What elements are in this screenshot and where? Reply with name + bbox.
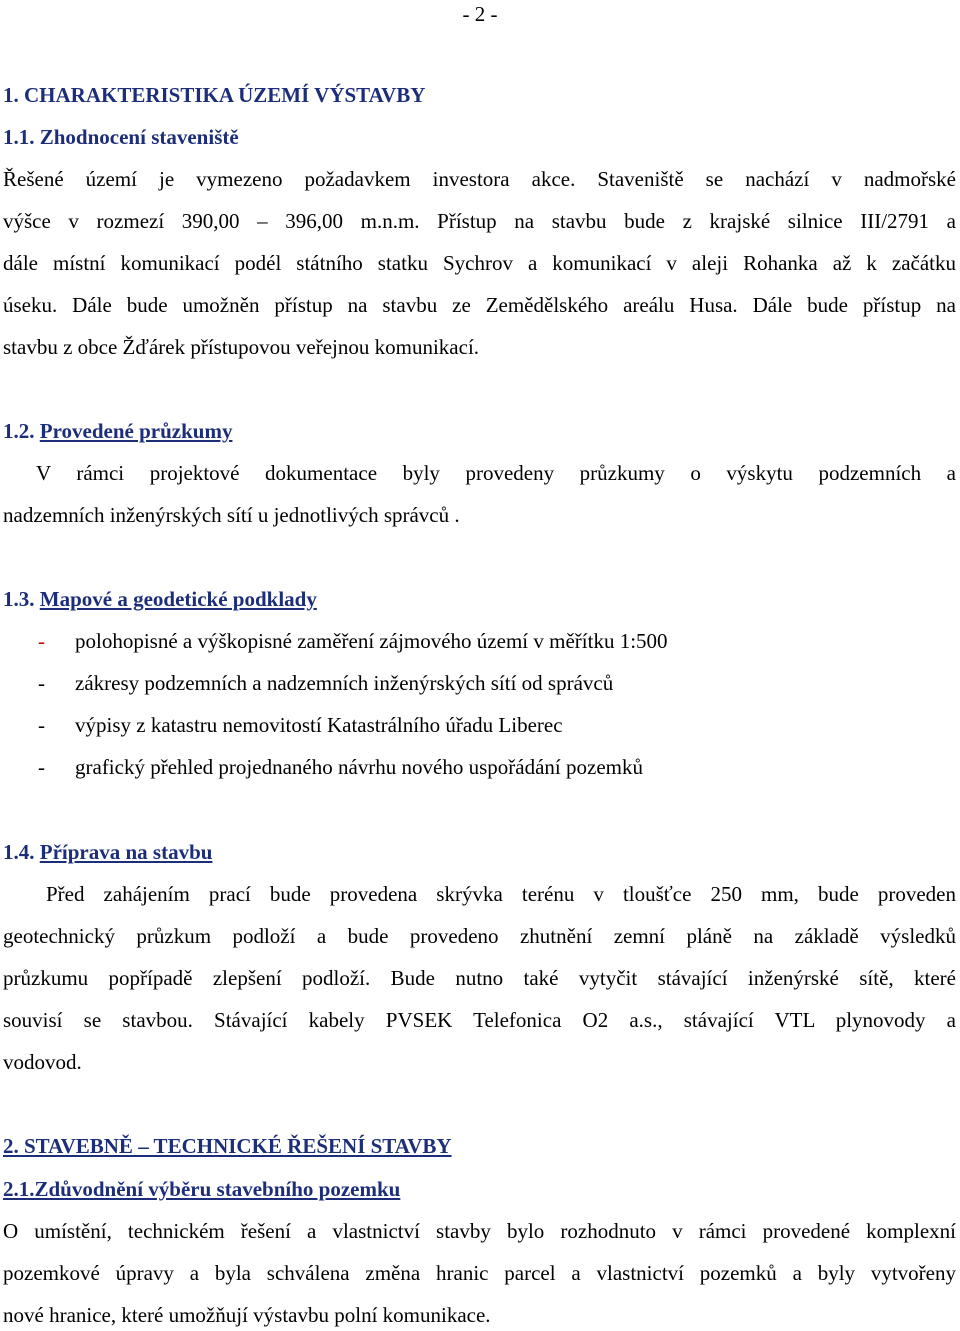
subsection-2-1-title: 2.1.Zdůvodnění výběru stavebního pozemku — [3, 1177, 401, 1201]
list-item-text: výpisy z katastru nemovitostí Katastrálního úřadu Liberec — [75, 713, 563, 737]
s12-line-2: nadzemních inženýrských sítí u jednotlivých správců . — [3, 503, 460, 527]
s21-line-3: nové hranice, které umožňují výstavbu polní komunikace. — [3, 1303, 491, 1327]
s14-line-2: geotechnický průzkum podloží a bude provedeno zhutnění zemní pláně na základě výsledků — [3, 924, 956, 948]
s14-title-number: 1.4. — [3, 840, 35, 864]
s21-line-2: pozemkové úpravy a byla schválena změna hranic parcel a vlastnictví pozemků a byly vytvořeny — [3, 1261, 956, 1285]
s14-line-5: vodovod. — [3, 1050, 82, 1074]
section-2-title-wrap — [3, 1132, 956, 1160]
s14-title-text: Příprava na stavbu — [39, 840, 213, 864]
s13-title-number: 1.3. — [3, 587, 35, 611]
s21-line-1: O umístění, technickém řešení a vlastnictví stavby bylo rozhodnuto v rámci provedené komplexní — [3, 1219, 956, 1243]
s14-line-3: průzkumu popřípadě zlepšení podloží. Bude nutno také vytyčit stávající inženýrské sítě, které — [3, 966, 956, 990]
page-number: - 2 - — [462, 2, 498, 26]
subsection-2-1-title-wrap — [3, 1175, 956, 1203]
s12-title-text: Provedené průzkumy — [39, 419, 233, 443]
s12-line-1: V rámci projektové dokumentace byly provedeny průzkumy o výskytu podzemních a — [36, 461, 956, 485]
s14-line-4: souvisí se stavbou. Stávající kabely PVSEK Telefonica O2 a.s., stávající VTL plynovody a — [3, 1008, 956, 1032]
s11-line-1: Řešené území je vymezeno požadavkem investora akce. Staveniště se nachází v nadmořské — [3, 167, 956, 191]
list-item-text: polohopisné a výškopisné zaměření zájmového území v měřítku 1:500 — [75, 629, 668, 653]
s11-line-2: výšce v rozmezí 390,00 – 396,00 m.n.m. Přístup na stavbu bude z krajské silnice III/2791 a — [3, 209, 956, 233]
s12-title-number: 1.2. — [3, 419, 35, 443]
s13-title-text: Mapové a geodetické podklady — [39, 587, 317, 611]
subsection-1-3-title — [3, 585, 956, 613]
s14-line-1: Před zahájením prací bude provedena skrývka terénu v tloušťce 250 mm, bude proveden — [46, 882, 956, 906]
subsection-1-4-title — [3, 838, 956, 866]
section-1-title: 1. CHARAKTERISTIKA ÚZEMÍ VÝSTAVBY — [3, 83, 426, 107]
list-item-text: zákresy podzemních a nadzemních inženýrských sítí od správců — [75, 671, 614, 695]
list-dash: - — [38, 629, 45, 653]
section-2-title: 2. STAVEBNĚ – TECHNICKÉ ŘEŠENÍ STAVBY — [3, 1134, 452, 1158]
list-dash: - — [38, 713, 45, 737]
s11-line-3: dále místní komunikací podél státního statku Sychrov a komunikací v aleji Rohanka až k začátku — [3, 251, 956, 275]
list-dash: - — [38, 671, 45, 695]
subsection-1-1-title: 1.1. Zhodnocení staveniště — [3, 125, 239, 149]
subsection-1-2-title — [3, 417, 956, 445]
list-dash: - — [38, 755, 45, 779]
s11-line-4: úseku. Dále bude umožněn přístup na stavbu ze Zemědělského areálu Husa. Dále bude přístup na — [3, 293, 956, 317]
list-item-text: grafický přehled projednaného návrhu nového uspořádání pozemků — [75, 755, 643, 779]
s11-line-5: stavbu z obce Žďárek přístupovou veřejnou komunikací. — [3, 335, 480, 359]
